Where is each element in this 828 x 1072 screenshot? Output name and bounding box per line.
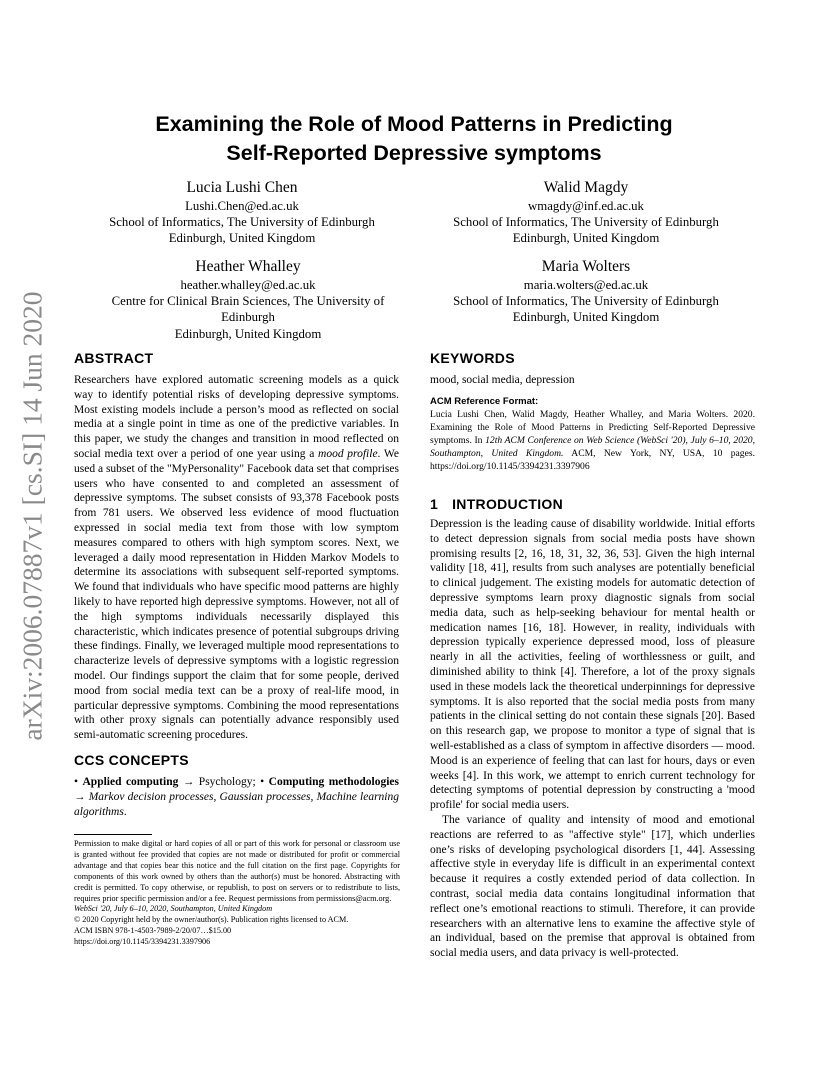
introduction-body xyxy=(430,517,755,961)
author-block xyxy=(74,178,410,247)
acm-reference-text: Lucia Lushi Chen, Walid Magdy, Heather Whalley, and Maria Wolters. 2020. Examining the Role of Mood Patterns in Predicting Self-Reported Depressive symptoms. In 12th ACM Conference on Web Science (WebSci '20), July 6–10, 2020, Southampton, United Kingdom. ACM, New York, NY, USA, 10 pages. https://doi.org/10.1145/3394231.3397906 xyxy=(430,409,755,472)
author-location: Edinburgh, United Kingdom xyxy=(174,326,322,341)
mood-profile-term: mood profile xyxy=(318,447,378,460)
ccs-concepts: • Applied computing → Psychology; • Computing methodologies → Markov decision processes, Gaussian processes, Machine learning algorithms. xyxy=(74,776,399,818)
paper-title xyxy=(74,110,754,168)
author-affiliation-cont: Edinburgh xyxy=(221,310,275,325)
footnote-rule xyxy=(74,834,152,835)
author-name: Maria Wolters xyxy=(541,258,631,275)
author-email: maria.wolters@ed.ac.uk xyxy=(523,278,649,292)
author-email: heather.whalley@ed.ac.uk xyxy=(180,278,316,292)
doi-line: https://doi.org/10.1145/3394231.3397906 xyxy=(74,937,211,947)
keywords-heading: KEYWORDS xyxy=(430,350,515,366)
author-affiliation: Centre for Clinical Brain Sciences, The University of xyxy=(111,294,385,309)
author-email: wmagdy@inf.ed.ac.uk xyxy=(528,199,644,213)
intro-paragraph-1: Depression is the leading cause of disability worldwide. Initial efforts to detect depression signals from social media posts have shown promising results [2, 16, 18, 31, 32, 36, 53]. Given the high internal validity [18, 41], results from such analyses are potentially beneficial to clinical judgement. The existing models for automatic detection of depressive symptoms learn proxy diagnostic signals from social media data, such as help-seeking behaviour for mental health or medication names [16, 18]. However, in reality, individuals with depression typically experience depressed mood, loss of pleasure nearly in all the activities, feeling of worthlessness or guilt, and diminished ability to think [4]. Therefore, a lot of the proxy signals used in these models lack the theoretical underpinnings for depressive symptoms. It is also reported that the social media posts from many patients in the clinical setting do not contain these signals [20]. Based on this research gap, we propose to monitor a type of signal that is well-established as a class of symptom in affective disorders — mood. Mood is an experience of feeling that can last for hours, days or even weeks [4]. In this work, we attempt to enrich current technology for detecting symptoms of potential depression by constructing a 'mood profile' for social media users. xyxy=(430,518,755,812)
author-name: Heather Whalley xyxy=(195,258,301,275)
venue-line: WebSci '20, July 6–10, 2020, Southampton, United Kingdom xyxy=(74,904,273,914)
author-block xyxy=(98,257,398,342)
author-email: Lushi.Chen@ed.ac.uk xyxy=(185,199,299,213)
abstract-text: Researchers have explored automatic screening models as a quick way to identify potential risks of developing depressive symptoms. Most existing models include a person’s mood as reflected on social media at a single point in time as one of the predictive variables. In this paper, we study the changes and transition in mood reflected on social media text over a period of one year using a mood profile. We used a subset of the "MyPersonality" Facebook data set that comprises users who have consented to and completed an assessment of depressive symptoms. The subset consists of 93,378 Facebook posts from 781 users. We observed less evidence of mood fluctuation expressed in social media text from those with low symptom measures compared to others with high symptom scores. Next, we leveraged a daily mood representation in Hidden Markov Models to determine its associations with subsequent self-reported symptoms. We found that individuals who have specific mood patterns are highly likely to have reported high depressive symptoms. However, not all of the high symptoms individuals necessarily displayed this characteristic, which indicates presence of potential subgroups driving these findings. Finally, we leveraged multiple mood representations to characterize levels of depressive symptoms with a logistic regression model. Our findings support the claim that for some people, derived mood from social media text can be a proxy of real-life mood, in particular depressive symptoms. Combining the mood representations with other proxy signals can potentially advance responsibly used semi-automatic screening procedures. xyxy=(74,374,399,742)
arxiv-stamp xyxy=(10,291,56,741)
keywords-text: mood, social media, depression xyxy=(430,374,575,386)
arxiv-identifier: arXiv:2006.07887v1 [cs.SI] 14 Jun 2020 xyxy=(17,291,49,741)
author-name: Walid Magdy xyxy=(543,179,629,196)
ccs-heading: CCS CONCEPTS xyxy=(74,752,189,768)
author-block xyxy=(418,257,754,326)
section-number: 1 xyxy=(430,496,439,512)
copyright-line: © 2020 Copyright held by the owner/author(s). Publication rights licensed to ACM. xyxy=(74,915,349,925)
title-line-1: Examining the Role of Mood Patterns in Predicting xyxy=(155,112,673,136)
intro-paragraph-2: The variance of quality and intensity of mood and emotional reactions are referred to as "affective style" [17], which underlies one’s risks of developing psychological disorders [1, 44]. Assessing affective style in everyday life is difficult in an experimental context because it requires a costly extended period of data collection. In contrast, social media data contains longitudinal information that reflect one’s emotional reactions to stimuli. Therefore, it can provide researchers with an alternative lens to examine the affective style of an individual, based on the premise that approval is obtained from social media users, and data privacy is well-protected. xyxy=(430,813,755,960)
author-block xyxy=(418,178,754,247)
author-name: Lucia Lushi Chen xyxy=(186,179,298,196)
author-location: Edinburgh, United Kingdom xyxy=(168,231,316,246)
author-location: Edinburgh, United Kingdom xyxy=(512,231,660,246)
permission-footnote xyxy=(74,839,400,948)
isbn-line: ACM ISBN 978-1-4503-7989-2/20/07…$15.00 xyxy=(74,926,232,936)
author-affiliation: School of Informatics, The University of Edinburgh xyxy=(109,215,375,230)
section-title: INTRODUCTION xyxy=(452,496,564,512)
title-line-2: Self-Reported Depressive symptoms xyxy=(226,141,602,165)
permission-notice: Permission to make digital or hard copies of all or part of this work for personal or classroom use is granted without fee provided that copies are not made or distributed for profit or commercial advantage and that copies bear this notice and the full citation on the first page. Copyrights for components of this work owned by others than the author(s) must be honored. Abstracting with credit is permitted. To copy otherwise, or republish, to post on servers or to redistribute to lists, requires prior specific permission and/or a fee. Request permissions from permissions@acm.org. xyxy=(74,839,400,903)
abstract-heading: ABSTRACT xyxy=(74,350,154,366)
acm-reference-label: ACM Reference Format: xyxy=(430,396,539,407)
introduction-heading xyxy=(430,496,755,513)
author-affiliation: School of Informatics, The University of Edinburgh xyxy=(453,294,719,309)
author-affiliation: School of Informatics, The University of Edinburgh xyxy=(453,215,719,230)
author-location: Edinburgh, United Kingdom xyxy=(512,310,660,325)
